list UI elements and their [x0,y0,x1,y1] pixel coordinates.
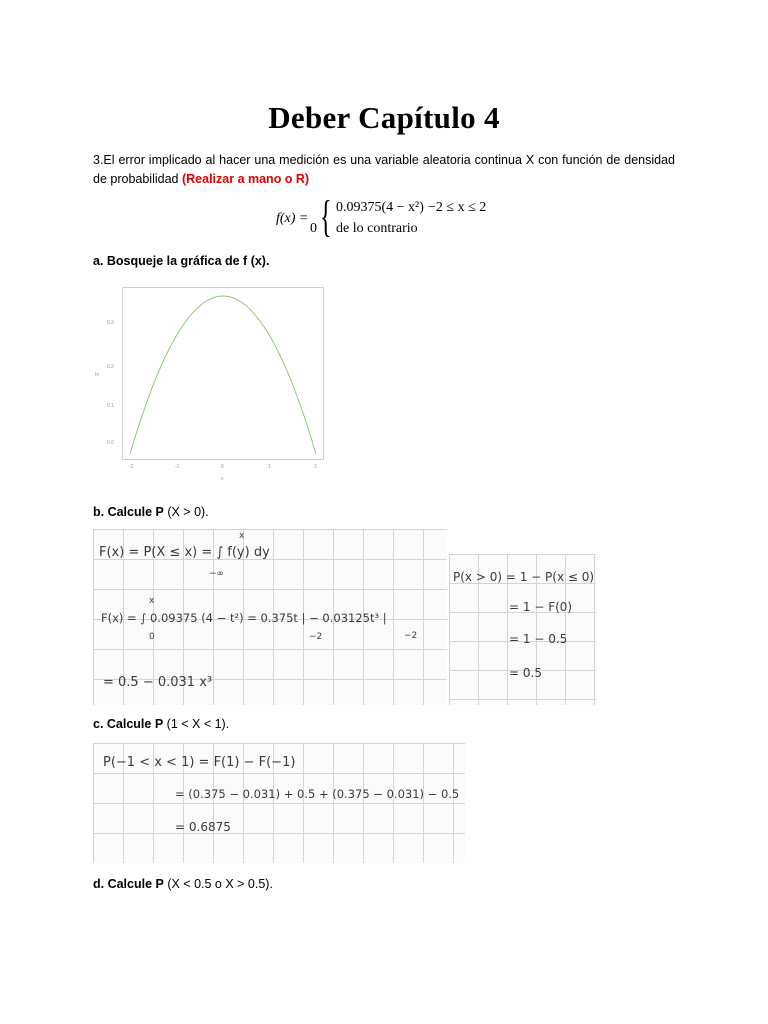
hw-c-line3: = 0.6875 [175,820,231,834]
question-c: c. Calcule P (1 < X < 1). [93,717,230,731]
hw-b-line2-lower: 0 [149,632,155,642]
hw-b-line1: F(x) = P(X ≤ x) = ∫ f(y) dy [99,545,270,560]
hw-b2-line1: P(x > 0) = 1 − P(x ≤ 0) [453,570,595,584]
brace-symbol: { [320,192,332,241]
y-tick-1: 0.1 [107,403,114,409]
density-plot [93,280,333,485]
question-d: d. Calcule P (X < 0.5 o X > 0.5). [93,877,273,891]
question-a: a. Bosqueje la gráfica de f (x). [93,254,270,268]
plot-area [122,287,324,460]
formula-case1-cond: −2 ≤ x ≤ 2 [428,200,487,215]
problem-statement [93,151,675,189]
plot-curve-svg [123,288,323,459]
y-axis-label: fx [95,372,99,378]
handwritten-work-c [93,743,465,863]
question-b: b. Calcule P (X > 0). [93,505,209,519]
hw-b-line2-lim-a: −2 [309,632,323,642]
handwritten-work-b-right [449,554,596,705]
x-axis-label: x [221,476,224,482]
y-tick-2: 0.2 [107,364,114,370]
hw-b2-line2: = 1 − F(0) [509,600,573,614]
y-tick-0: 0.0 [107,440,114,446]
hw-b-line1-upper: x [239,531,245,541]
x-tick-2: 0 [221,464,224,470]
density-curve [130,296,316,454]
x-tick-3: 1 [268,464,271,470]
y-tick-3: 0.3 [107,320,114,326]
hw-c-line2: = (0.375 − 0.031) + 0.5 + (0.375 − 0.031) − 0.5 [175,787,460,801]
problem-highlight: (Realizar a mano o R) [181,172,310,186]
hw-b2-line3: = 1 − 0.5 [509,632,568,646]
hw-b-line3: = 0.5 − 0.031 x³ [103,675,213,690]
x-tick-0: -2 [129,464,134,470]
x-tick-4: 2 [314,464,317,470]
handwritten-work-b-left [93,529,447,705]
formula-case2-expr: 0 [310,221,317,236]
hw-b-line2: F(x) = ∫ 0.09375 (4 − t²) = 0.375t | − 0.03125t³ | [101,611,387,625]
problem-text: 3.El error implicado al hacer una medición es una variable aleatoria continua X con función de densidad de probabilidad [93,153,675,186]
hw-c-line1: P(−1 < x < 1) = F(1) − F(−1) [103,755,296,770]
hw-b-line2-upper: x [149,596,155,606]
hw-b2-line4: = 0.5 [509,666,542,680]
formula-case2-cond: de lo contrario [336,221,418,236]
hw-b-line2-lim-b: −2 [404,631,418,641]
hw-b-line1-lower: −∞ [209,569,225,579]
formula-case1-expr: 0.09375(4 − x²) [336,200,424,215]
formula-lhs: f(x) = [276,211,309,226]
density-formula [276,192,500,242]
page-title: Deber Capítulo 4 [268,100,500,135]
x-tick-1: -1 [175,464,180,470]
